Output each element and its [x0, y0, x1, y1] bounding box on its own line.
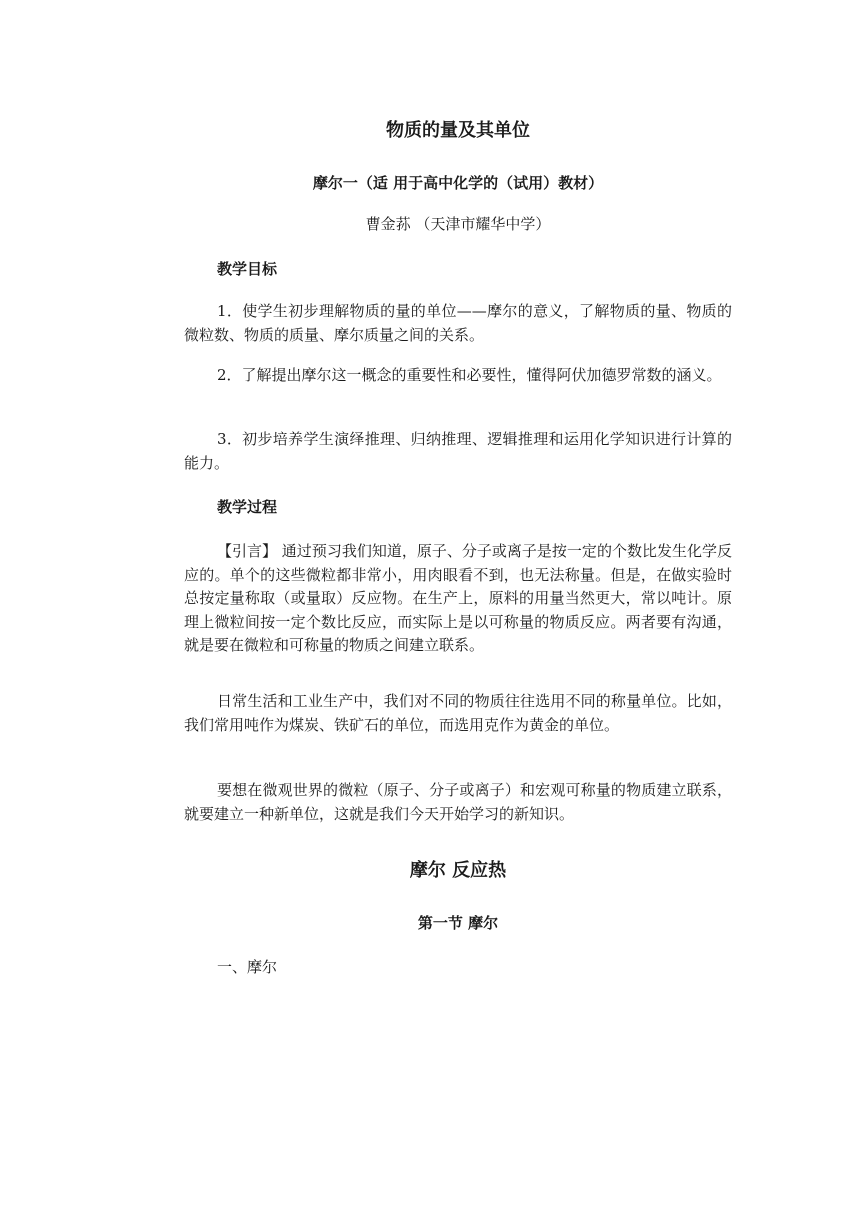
author-line: 曹金荪 （天津市耀华中学）	[365, 215, 551, 233]
document-subtitle: 摩尔一（适 用于高中化学的（试用）教材）	[312, 174, 604, 192]
objectives-heading: 教学目标	[217, 260, 278, 278]
paragraph-units: 日常生活和工业生产中，我们对不同的物质往往选用不同的称量单位。比如，我们常用吨作为煤炭、铁矿石的单位，而选用克作为黄金的单位。	[184, 692, 732, 734]
objective-2: 2．了解提出摩尔这一概念的重要性和必要性，懂得阿伏加德罗常数的涵义。	[217, 366, 722, 384]
process-heading: 教学过程	[217, 498, 278, 516]
section-subtitle: 第一节 摩尔	[417, 914, 499, 932]
section-title: 摩尔 反应热	[409, 860, 507, 881]
paragraph-new-unit: 要想在微观世界的微粒（原子、分子或离子）和宏观可称量的物质建立联系，就要建立一种新单位，这就是我们今天开始学习的新知识。	[184, 781, 732, 823]
section-item: 一、摩尔	[217, 958, 278, 976]
document-title: 物质的量及其单位	[386, 120, 530, 141]
objective-3: 3．初步培养学生演绎推理、归纳推理、逻辑推理和运用化学知识进行计算的能力。	[184, 430, 732, 472]
intro-paragraph: 【引言】 通过预习我们知道，原子、分子或离子是按一定的个数比发生化学反应的。单个的这些微粒都非常小，用肉眼看不到，也无法称量。但是，在做实验时总按定量称取（或量取）反应物。在生产上，原料的用量当然更大，常以吨计。原理上微粒间按一定个数比反应，而实际上是以可称量的物质反应。两者要有沟通，就是要在微粒和可称量的物质之间建立联系。	[184, 542, 732, 654]
objective-1: 1．使学生初步理解物质的量的单位——摩尔的意义，了解物质的量、物质的微粒数、物质的质量、摩尔质量之间的关系。	[184, 302, 732, 344]
